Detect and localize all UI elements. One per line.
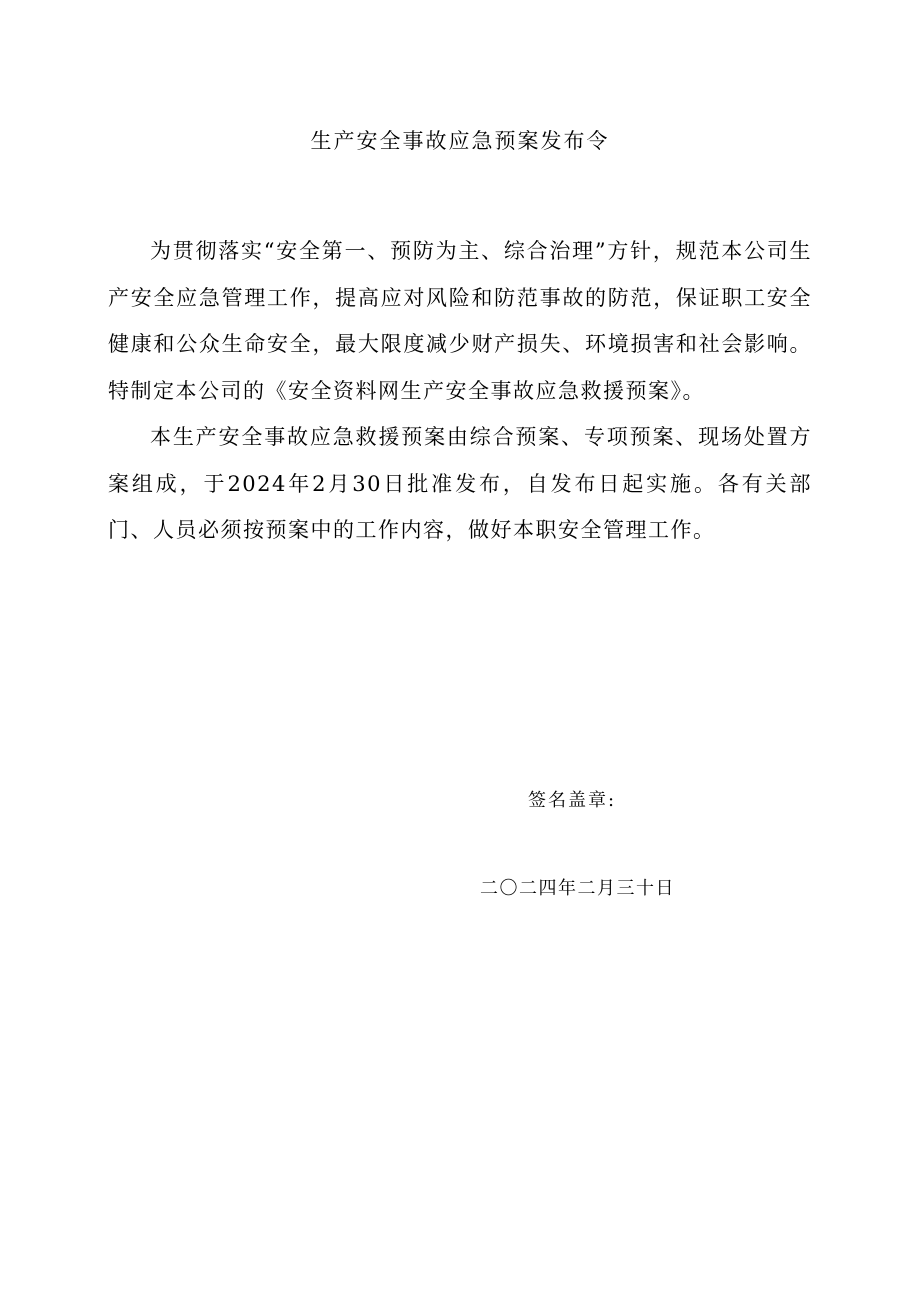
issue-date: 二〇二四年二月三十日 [480, 878, 675, 899]
document-body [108, 228, 812, 554]
document-title: 生产安全事故应急预案发布令 [310, 129, 610, 153]
signature-label: 签名盖章: [528, 790, 617, 811]
paragraph-purpose: 为贯彻落实“安全第一、预防为主、综合治理”方针，规范本公司生产安全应急管理工作，提高应对风险和防范事故的防范，保证职工安全健康和公众生命安全，最大限度减少财产损失、环境损害和社会影响。特制定本公司的《安全资料网生产安全事故应急救援预案》。 [108, 239, 812, 403]
paragraph-implementation: 本生产安全事故应急救援预案由综合预案、专项预案、现场处置方案组成，于2024年2月30日批准发布，自发布日起实施。各有关部门、人员必须按预案中的工作内容，做好本职安全管理工作。 [108, 425, 812, 542]
